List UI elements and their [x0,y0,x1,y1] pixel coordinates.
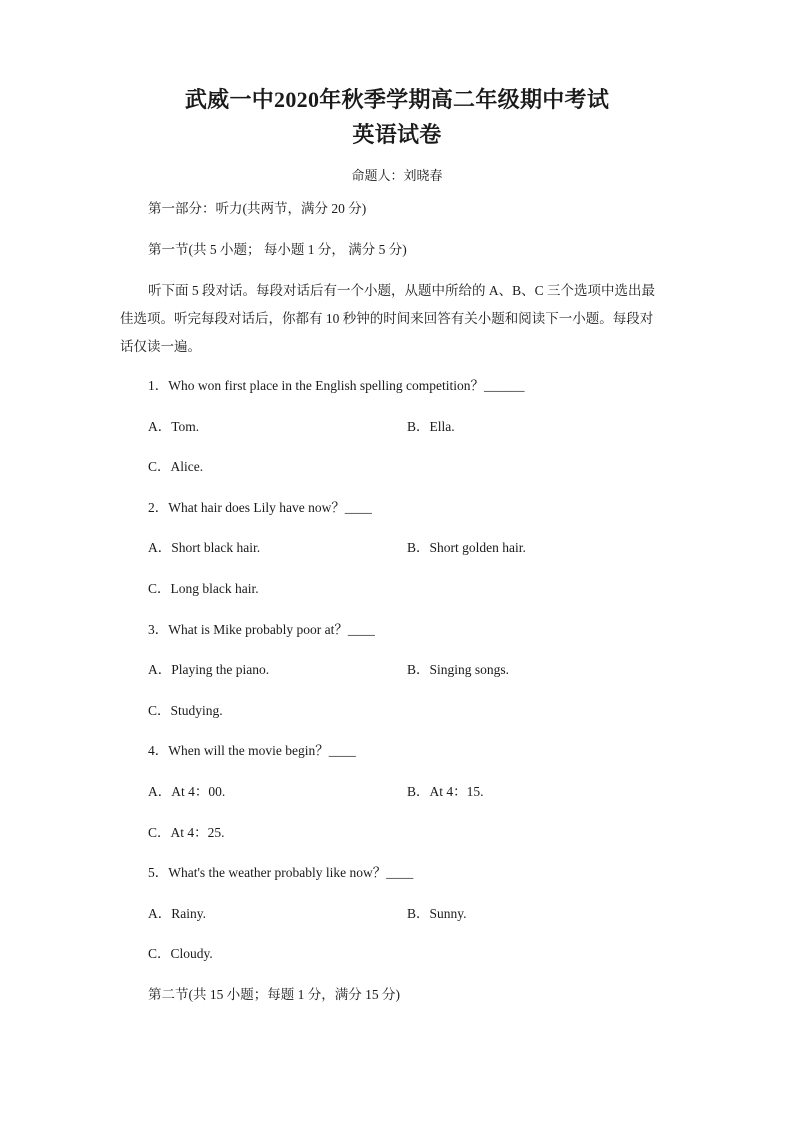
exam-title: 武威一中2020年秋季学期高二年级期中考试 [184,87,610,112]
option-a: A．At 4：00. [148,783,226,799]
option-b: B．Ella. [407,418,455,434]
question-list [148,376,708,1026]
question-stem: 2．What hair does Lily have now？____ [148,499,372,515]
option-b: B．At 4：15. [407,783,484,799]
option-row [148,904,708,945]
section1-heading: 第一节(共 5 小题； 每小题 1 分， 满分 5 分) [148,242,407,257]
option-a: A．Rainy. [148,905,206,921]
option-a: A．Short black hair. [148,540,261,556]
option-c: C．Long black hair. [148,580,259,596]
option-row [148,538,708,579]
question-stem: 4．When will the movie begin？____ [148,743,356,759]
question-stem: 3．What is Mike probably poor at？____ [148,621,375,637]
option-a: A．Playing the piano. [148,662,270,678]
option-b: B．Sunny. [407,905,467,921]
option-b: B．Singing songs. [407,662,510,678]
option-b: B．Short golden hair. [407,540,526,556]
option-c: C．Cloudy. [148,946,213,962]
option-row [148,417,708,458]
part1-heading: 第一部分：听力(共两节，满分 20 分) [148,201,367,216]
question-stem: 1．Who won first place in the English spelling competition？______ [148,378,525,393]
exam-subtitle: 英语试卷 [352,122,442,147]
instructions-line-1: 听下面 5 段对话。每段对话后有一个小题，从题中所给的 A、B、C 三个选项中选出最 [148,283,656,298]
instructions-line-3: 话仅读一遍。 [120,339,201,354]
instructions-line-2: 佳选项。听完每段对话后，你都有 10 秒钟的时间来回答有关小题和阅读下一小题。每段对 [120,311,654,326]
option-row [148,660,708,701]
section2-heading: 第二节(共 15 小题；每题 1 分，满分 15 分) [148,986,400,1002]
option-a: A．Tom. [148,418,200,434]
question-stem: 5．What's the weather probably like now？____ [148,865,414,881]
author-line: 命题人：刘晓春 [351,168,443,183]
option-c: C．At 4：25. [148,824,225,840]
option-row [148,782,708,823]
option-c: C．Studying. [148,702,223,718]
option-c: C．Alice. [148,459,204,475]
